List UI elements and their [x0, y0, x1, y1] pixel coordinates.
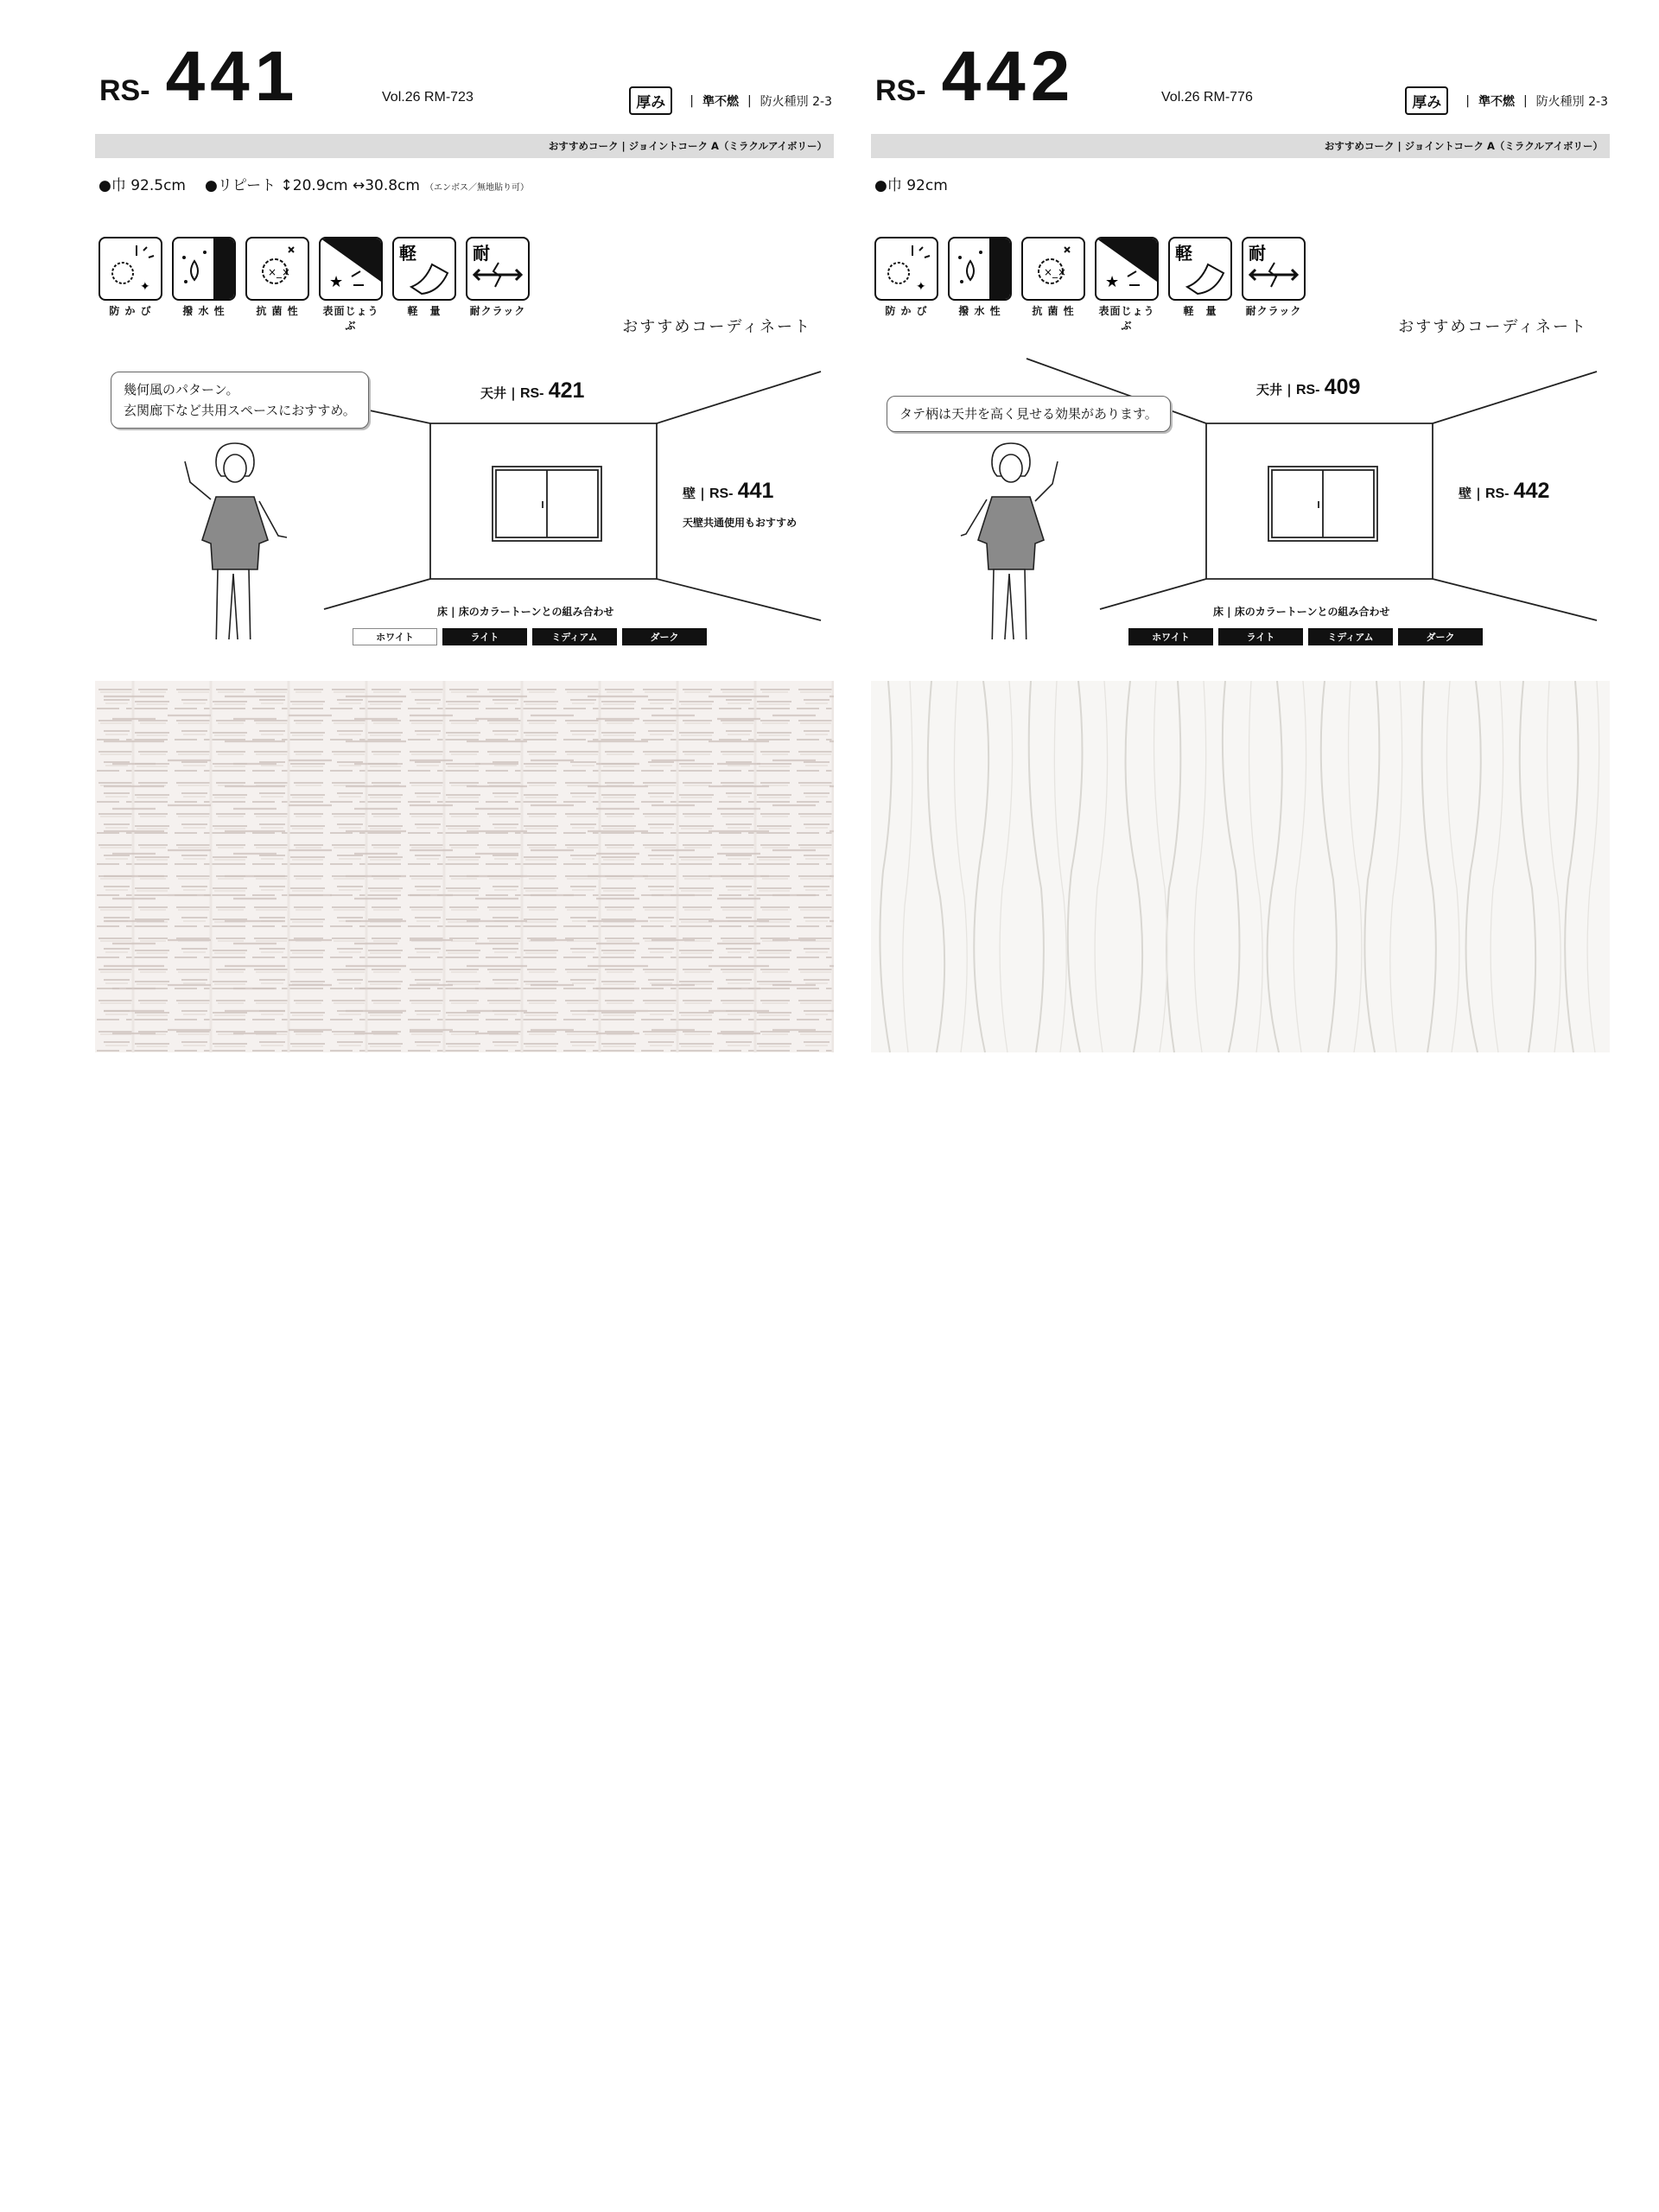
- feature-antibacterial: ×_× 抗 菌 性: [1021, 237, 1085, 333]
- svg-text:★: ★: [329, 273, 344, 291]
- code-prefix: RS-: [875, 74, 926, 107]
- fire-class-label: 防火種別 2-3: [760, 94, 832, 109]
- svg-text:×_×: ×_×: [1044, 266, 1067, 278]
- spec-badges: [629, 86, 832, 115]
- svg-text:★: ★: [1105, 273, 1120, 291]
- feature-crack-resistant: 耐 耐クラック: [466, 237, 530, 333]
- feature-icons: [874, 237, 1306, 333]
- feature-durable-surface: ★ 表面じょうぶ: [319, 237, 383, 333]
- feature-mold: ✦ 防 か び: [99, 237, 162, 333]
- coordinate-title: おすすめコーディネート: [622, 318, 811, 336]
- durable-surface-icon: [319, 237, 383, 301]
- divider: |: [690, 93, 694, 108]
- thickness-badge: 厚み: [629, 86, 672, 115]
- speech-bubble: タテ柄は天井を高く見せる効果があります。: [887, 396, 1171, 432]
- dimensions-line: [99, 173, 529, 194]
- floor-label: 床 | 床のカラートーンとの組み合わせ: [437, 606, 614, 618]
- divider: |: [1522, 93, 1528, 108]
- svg-text:軽: 軽: [1175, 243, 1192, 264]
- recommended-caulk-text: おすすめコーク | ジョイントコーク A（ミラクルアイボリー）: [1324, 140, 1603, 152]
- feature-icons: [99, 237, 530, 333]
- feature-water-repellent: 撥 水 性: [948, 237, 1012, 333]
- ceiling-label: 天井 | RS- 409: [1256, 375, 1361, 399]
- water-repellent-icon: [948, 237, 1012, 301]
- feature-crack-resistant: 耐 耐クラック: [1242, 237, 1306, 333]
- feature-lightweight: 軽 軽 量: [1168, 237, 1232, 333]
- nonflammable-label: 準不燃: [702, 94, 739, 109]
- water-repellent-icon: [172, 237, 236, 301]
- coordinate-title: おすすめコーディネート: [1398, 318, 1587, 336]
- floor-tone-buttons: [353, 628, 707, 645]
- divider: |: [1465, 93, 1470, 108]
- recommended-caulk-text: おすすめコーク | ジョイントコーク A（ミラクルアイボリー）: [548, 140, 827, 152]
- antibacterial-icon: [1021, 237, 1085, 301]
- floor-label: 床 | 床のカラートーンとの組み合わせ: [1213, 606, 1390, 618]
- feature-mold: ✦ 防 か び: [874, 237, 938, 333]
- product-code: [99, 37, 300, 116]
- svg-text:軽: 軽: [399, 243, 416, 264]
- crack-resistant-icon: [1242, 237, 1306, 301]
- texture-swatch-rs-441: [95, 681, 834, 1052]
- dimensions-line: [874, 173, 948, 194]
- tone-light-button[interactable]: ライト: [442, 628, 527, 645]
- tone-medium-button[interactable]: ミディアム: [1308, 628, 1393, 645]
- tone-dark-button[interactable]: ダーク: [622, 628, 707, 645]
- product-panel-rs-441: [95, 0, 834, 1063]
- svg-text:耐: 耐: [1249, 243, 1266, 264]
- svg-text:✦: ✦: [916, 280, 926, 294]
- crack-resistant-icon: [466, 237, 530, 301]
- width-spec: ●巾 92.5cm: [99, 177, 186, 194]
- tone-white-button[interactable]: ホワイト: [353, 628, 437, 645]
- code-number: 441: [165, 37, 300, 116]
- wall-note: 天壁共通使用もおすすめ: [683, 517, 798, 529]
- recommended-caulk-bar: [95, 134, 834, 158]
- antibacterial-icon: [245, 237, 309, 301]
- code-number: 442: [941, 37, 1076, 116]
- product-panel-rs-442: [871, 0, 1610, 1063]
- code-prefix: RS-: [99, 74, 150, 107]
- mold-resistance-icon: [874, 237, 938, 301]
- repeat-note: （エンボス／無地貼り可）: [424, 183, 529, 193]
- nonflammable-label: 準不燃: [1478, 94, 1515, 109]
- woman-figure: [961, 443, 1058, 639]
- durable-surface-icon: [1095, 237, 1159, 301]
- feature-lightweight: 軽 軽 量: [392, 237, 456, 333]
- svg-text:×_×: ×_×: [268, 266, 291, 278]
- feature-durable-surface: ★ 表面じょうぶ: [1095, 237, 1159, 333]
- fire-class-label: 防火種別 2-3: [1535, 94, 1608, 109]
- recommended-caulk-bar: [871, 134, 1610, 158]
- tone-dark-button[interactable]: ダーク: [1398, 628, 1483, 645]
- floor-tone-buttons: [1128, 628, 1483, 645]
- spec-badges: [1405, 86, 1608, 115]
- volume-ref: Vol.26 RM-776: [1161, 90, 1253, 105]
- svg-text:✦: ✦: [140, 280, 150, 294]
- texture-swatch-rs-442: [871, 681, 1610, 1052]
- feature-water-repellent: 撥 水 性: [172, 237, 236, 333]
- tone-medium-button[interactable]: ミディアム: [532, 628, 617, 645]
- divider: |: [747, 93, 752, 108]
- thickness-badge: 厚み: [1405, 86, 1448, 115]
- product-code: [875, 37, 1076, 116]
- woman-figure: [185, 443, 287, 639]
- width-spec: ●巾 92cm: [874, 177, 948, 194]
- speech-bubble: 幾何風のパターン。 玄関廊下など共用スペースにおすすめ。: [111, 372, 369, 429]
- feature-antibacterial: ×_× 抗 菌 性: [245, 237, 309, 333]
- lightweight-icon: [392, 237, 456, 301]
- wall-label: 壁 | RS- 441: [683, 479, 774, 503]
- tone-white-button[interactable]: ホワイト: [1128, 628, 1213, 645]
- wall-label: 壁 | RS- 442: [1459, 479, 1550, 503]
- mold-resistance-icon: [99, 237, 162, 301]
- ceiling-label: 天井 | RS- 421: [480, 378, 585, 403]
- repeat-spec: ●リピート ↕20.9cm ↔30.8cm: [205, 177, 420, 194]
- tone-light-button[interactable]: ライト: [1218, 628, 1303, 645]
- lightweight-icon: [1168, 237, 1232, 301]
- svg-text:耐: 耐: [473, 243, 490, 264]
- volume-ref: Vol.26 RM-723: [382, 90, 474, 105]
